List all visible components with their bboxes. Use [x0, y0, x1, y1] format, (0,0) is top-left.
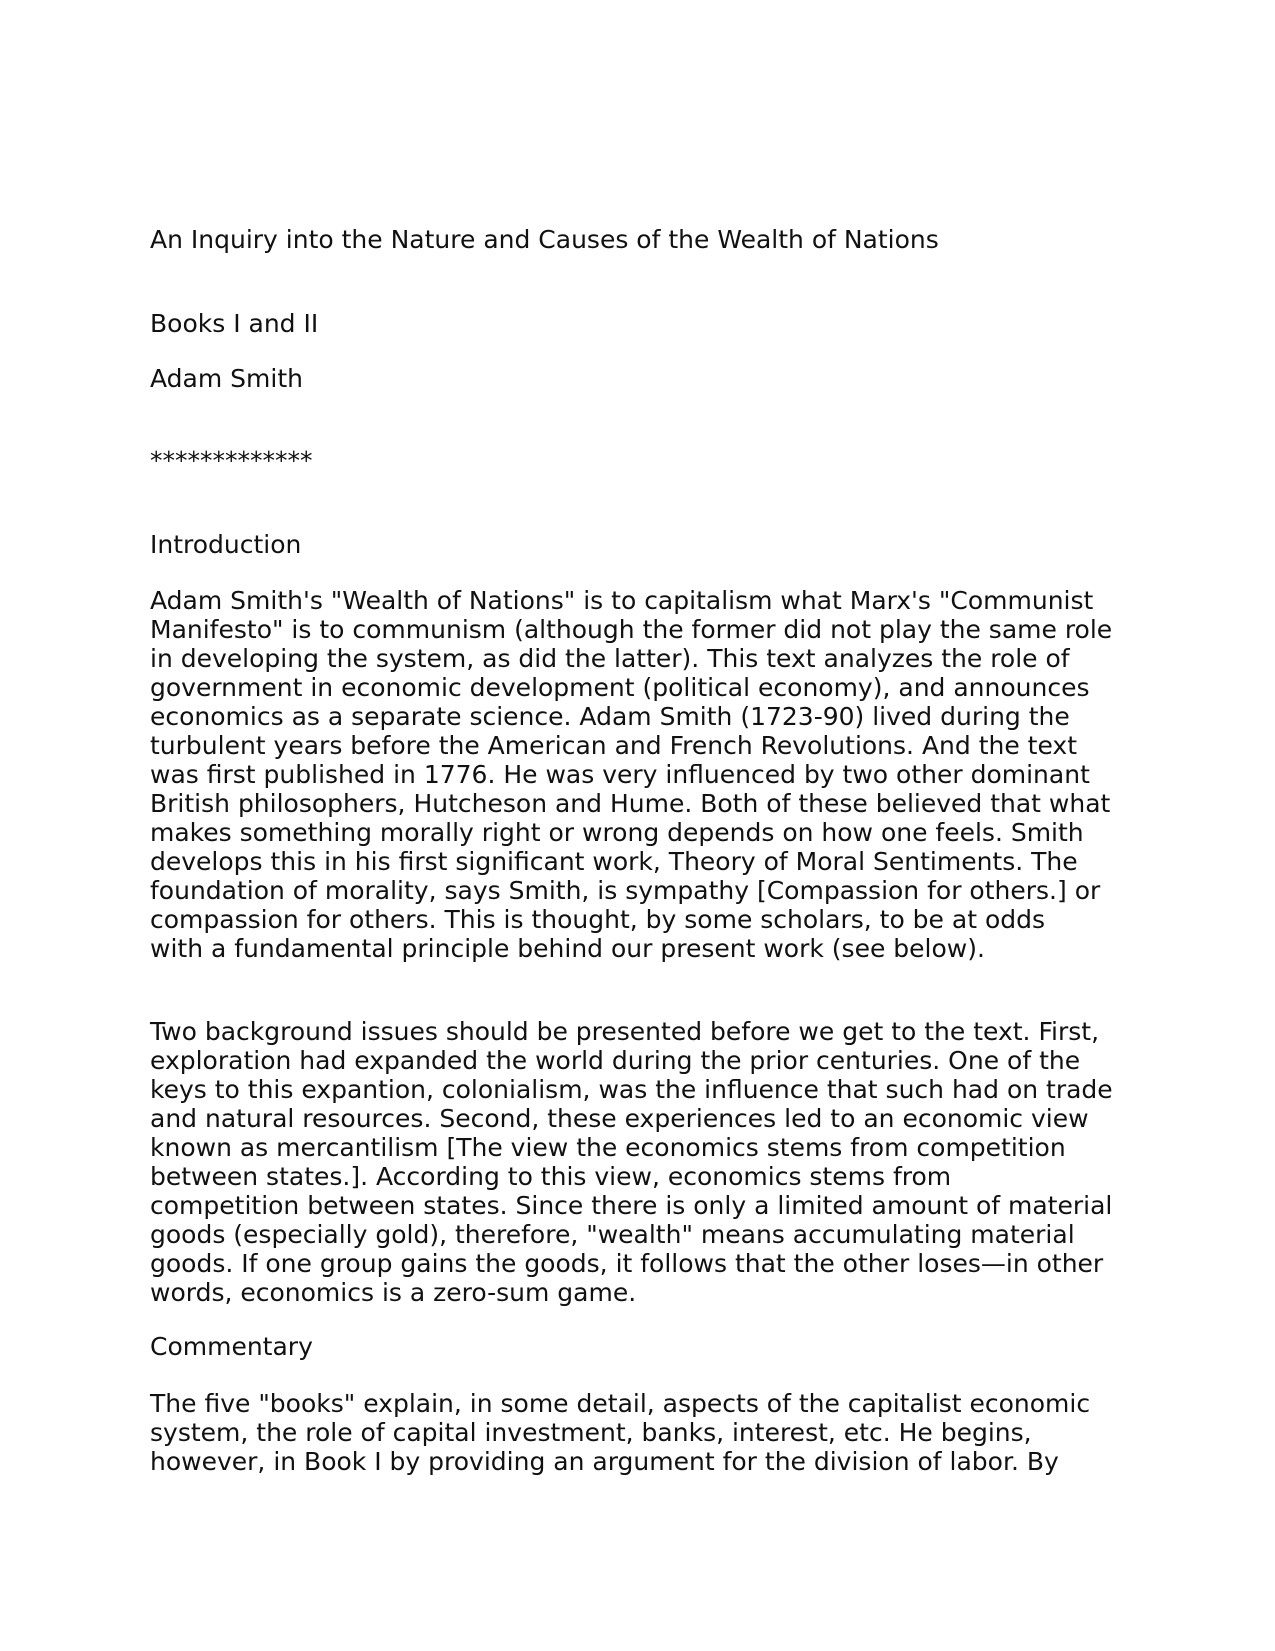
text-line: economics as a separate science. Adam Smith (1723-90) lived during the [150, 702, 1070, 731]
text-line: system, the role of capital investment, banks, interest, etc. He begins, [150, 1418, 1032, 1447]
section-separator: ************* [150, 446, 313, 475]
text-line: Two background issues should be presented before we get to the text. First, [150, 1017, 1100, 1046]
text-line: foundation of morality, says Smith, is sympathy [Compassion for others.] or [150, 876, 1101, 905]
introduction-paragraph-2 [150, 1017, 1113, 1307]
text-line: words, economics is a zero-sum game. [150, 1278, 637, 1307]
author-name: Adam Smith [150, 364, 303, 393]
text-line: compassion for others. This is thought, by some scholars, to be at odds [150, 905, 1046, 934]
text-line: in developing the system, as did the latter). This text analyzes the role of [150, 644, 1070, 673]
text-line: between states.]. According to this view, economics stems from [150, 1162, 952, 1191]
text-line: turbulent years before the American and French Revolutions. And the text [150, 731, 1078, 760]
text-line: however, in Book I by providing an argument for the division of labor. By [150, 1447, 1059, 1476]
text-line: and natural resources. Second, these experiences led to an economic view [150, 1104, 1089, 1133]
text-line: British philosophers, Hutcheson and Hume. Both of these believed that what [150, 789, 1111, 818]
text-line: exploration had expanded the world during the prior centuries. One of the [150, 1046, 1081, 1075]
commentary-paragraph-1 [150, 1389, 1090, 1476]
text-line: goods (especially gold), therefore, "wealth" means accumulating material [150, 1220, 1075, 1249]
text-line: goods. If one group gains the goods, it follows that the other loses—in other [150, 1249, 1104, 1278]
text-line: Adam Smith's "Wealth of Nations" is to capitalism what Marx's "Communist [150, 586, 1094, 615]
text-line: The five "books" explain, in some detail, aspects of the capitalist economic [150, 1389, 1091, 1418]
text-line: government in economic development (political economy), and announces [150, 673, 1090, 702]
text-line: was first published in 1776. He was very influenced by two other dominant [150, 760, 1090, 789]
document-title: An Inquiry into the Nature and Causes of the Wealth of Nations [150, 225, 939, 254]
text-line: competition between states. Since there is only a limited amount of material [150, 1191, 1113, 1220]
text-line: known as mercantilism [The view the economics stems from competition [150, 1133, 1066, 1162]
text-line: keys to this expantion, colonialism, was the influence that such had on trade [150, 1075, 1113, 1104]
text-line: with a fundamental principle behind our present work (see below). [150, 934, 985, 963]
section-heading-introduction: Introduction [150, 530, 302, 559]
section-heading-commentary: Commentary [150, 1332, 313, 1361]
text-line: Manifesto" is to communism (although the former did not play the same role [150, 615, 1113, 644]
text-line: develops this in his first significant work, Theory of Moral Sentiments. The [150, 847, 1078, 876]
document-subtitle: Books I and II [150, 309, 319, 338]
introduction-paragraph-1 [150, 586, 1112, 963]
text-line: makes something morally right or wrong depends on how one feels. Smith [150, 818, 1084, 847]
